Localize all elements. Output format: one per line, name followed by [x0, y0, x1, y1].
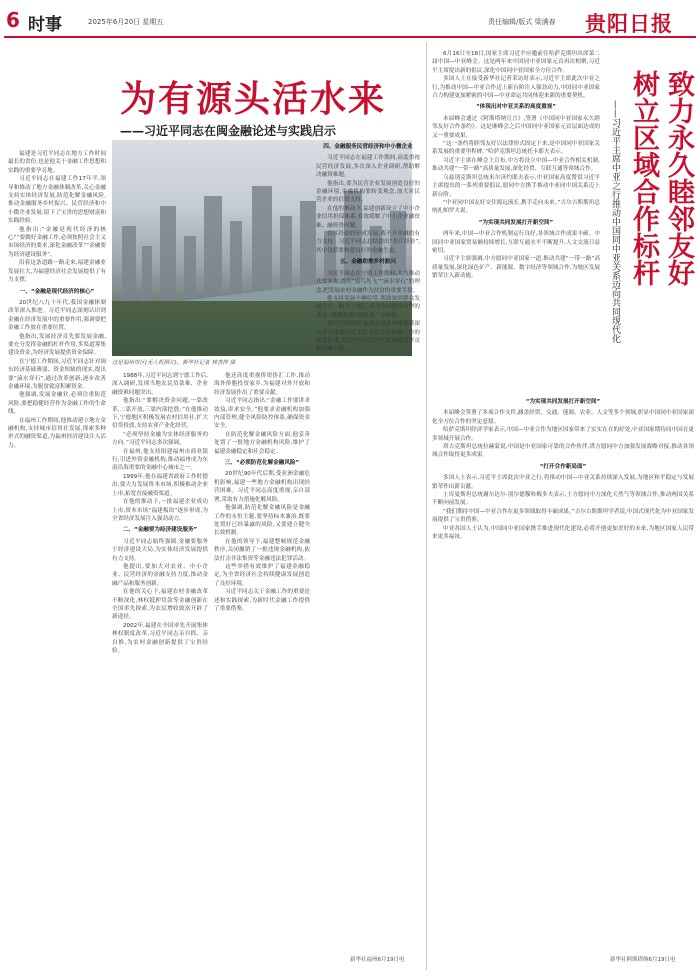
left-subheadline: ——习近平同志在闽金融论述与实践启示 [120, 124, 337, 138]
photo-caption: 这是福州市区(无人机照片)。新华社记者 林善传 摄 [112, 360, 236, 366]
column-divider [426, 42, 427, 970]
masthead-rule [4, 36, 696, 38]
section-name: 时事 [28, 15, 62, 35]
right-headline-2: 树立区域合作标杆 [628, 70, 659, 286]
page-number: 6 [6, 8, 20, 32]
masthead [0, 0, 700, 40]
right-subheadline: ——习近平主席中亚之行推动中国同中亚关系迈向共同现代化 [610, 100, 620, 343]
left-article-signoff: 新华社福州6月19日电 [350, 957, 405, 963]
right-article-column-2: “为实现共同发展打开新空间” 本届峰会签署了多项合作文件,涵盖经贸、交通、能源、农业、人文等多个领域,彰显中国同中亚国家深化全方位合作的坚定意愿。 哈萨克斯坦经济学家表示,中国—中亚合作为地区国家带来了实实在在的好处,中亚国家期待同中国在更多领域开展合作。 塔吉克斯坦总统拉赫蒙说,中国是中亚国家可靠的合作伙伴,塔方愿同中方加强发展战略对接,推动各领域合作取得更多成果。 “打开合作新局面” 多国人士表示,习近平主席此次中亚之行,将推动中国—中亚关系持续深入发展,为地区和平稳定与发展繁荣作出新贡献。 土库曼斯坦总统谢尔达尔·别尔德穆哈梅多夫表示,土方愿同中方深化天然气等领域合作,推动两国关系不断向前发展。 “我们期待中国—中亚合作在更多领域取得丰硕成果。”吉尔吉斯斯坦学者说,中国式现代化为中亚国家发展提供了宝贵借鉴。 中亚各国人士认为,中国同中亚国家携手推进现代化建设,必将开创更加美好的未来,为地区国家人民带来更多福祉。 [432, 399, 694, 541]
left-headline: 为有源头活水来 [120, 78, 387, 120]
left-article-column-3: 他还高度重视侨资侨汇工作,推动海外侨胞投资家乡,为福建对外开放和经济发展作出了重要贡献。 习近平同志指出:“金融工作要讲求效益,讲求安全。”他要求金融机构加强内部管理,健全风险防控体系,确保资金安全。 在防范化解金融风险方面,他妥善处置了一批地方金融机构风险,维护了福建金融稳定和社会稳定。 三、“必须防范化解金融风险” 20世纪90年代后期,受亚洲金融危机影响,福建一些地方金融机构出现经营困难。习近平同志高度重视,亲自部署,采取有力措施化解风险。 他强调,防范化解金融风险是金融工作的永恒主题,要坚持标本兼治,既要处置好已经暴露的风险,又要建立健全长效机制。 在他的领导下,福建整顿规范金融秩序,关闭撤销了一批违规金融机构,依法打击非法集资等金融违法犯罪活动。 这些举措有效维护了福建金融稳定,为全省经济社会持续健康发展创造了良好环境。 习近平同志关于金融工作的重要论述和实践探索,为新时代金融工作提供了重要借鉴。 [214, 373, 310, 612]
left-article-column-2: 1988年,习近平同志到宁德工作后,深入调研,发现当地农民贷款难、企业融资难问题突出。 他指出:“要解决资金问题,一靠改革,二靠开放,三靠内部挖潜。”在他推动下,宁德地区积极发展农村信用社,扩大信贷投放,支持农业产业化经营。 “必须坚持金融为实体经济服务的方向。”习近平同志多次强调。 在福州,他支持组建福州市商业银行,引进外资金融机构,推动福州成为东南沿海重要的金融中心城市之一。 1999年,他在福建省政府工作时提出,要大力发展资本市场,积极推动企业上市,拓宽直接融资渠道。 在他的推动下,一批福建企业成功上市,资本市场“福建板块”逐步形成,为全省经济发展注入强劲动力。 二、“金融要为经济建设服务” 习近平同志始终强调,金融要服务于经济建设大局,为实体经济发展提供有力支持。 他提出,要加大对农业、中小企业、民营经济的金融支持力度,推动金融产品和服务创新。 在他的关心下,福建农村金融改革不断深化,林权抵押贷款等金融创新在全国率先探索,为农民增收致富开辟了新途径。 2002年,福建在全国率先开展集体林权制度改革,习近平同志亲自抓、亲自推,为农村金融创新提供了宝贵经验。 [112, 373, 208, 654]
issue-date: 2025年6月20日 星期五 [88, 18, 164, 26]
newspaper-logo: 贵阳日报 [585, 11, 673, 36]
right-headline-1: 致力永久睦邻友好 [663, 70, 694, 286]
editor-credit: 责任编辑/版式 梁满春 [488, 18, 556, 26]
right-article-column-1: 6月16日至18日,国家主席习近平应邀前往哈萨克斯坦出席第二届中国—中亚峰会。这是两年来中国同中亚国家元首再次相聚,习近平主席提出新的倡议,深化中国同中亚国家全方位合作。 多国人士在接受新华社记者采访时表示,习近平主席此次中亚之行,为推动中国—中亚合作迈上新台阶注入强劲动力,中国同中亚国家合力构建更加紧密的中国—中亚命运共同体迎来新的重要契机。 “体现出对中亚关系的高度重视” 本届峰会通过《阿斯塔纳宣言》,签署《中国同中亚国家永久睦邻友好合作条约》。这是继峰会之后中国同中亚国家元首层面达成的又一重要成果。 “这一条约将睦邻友好以法律形式固定下来,是中国同中亚国家关系发展的重要里程碑。”哈萨克斯坦总统托卡耶夫表示。 习近平主席在峰会上宣布,中方将设立中国—中亚合作相关机制,推动共建“一带一路”高质量发展,深化经贸、互联互通等领域合作。 乌兹别克斯坦总统米尔济约耶夫表示,中亚国家高度赞赏习近平主席提出的一系列重要倡议,愿同中方携手推动中亚同中国关系迈上新台阶。 “中亚同中国友好交往源远流长,携手走向未来。”吉尔吉斯斯坦总统扎帕罗夫说。 “为实现共同发展打开新空间” 两年来,中国—中亚合作机制运行良好,各领域合作成果丰硕。中国同中亚国家贸易额持续增长,互联互通水平不断提升,人文交流日益密切。 习近平主席强调,中方愿同中亚国家一道,推动共建“一带一路”高质量发展,深化绿色矿产、新能源、数字经济等领域合作,为地区发展繁荣注入新动能。 [432, 51, 600, 280]
right-article-signoff: 新华社阿斯塔纳6月19日电 [610, 957, 676, 963]
left-article-column-1: 福建是习近平同志在地方工作时间最长的省份,也是他关于金融工作思想和实践的重要孕育地。 习近平同志在福建工作17年半,领导和推动了地方金融体制改革,关心金融支持实体经济发展,防范化解金融风险,推动金融服务乡村振兴、民营经济和中小微企业发展,留下了宝贵的思想财富和实践经验。 他指出:“金融是现代经济的核心”“要做好金融工作,必须按照社会主义市场经济的要求,深化金融改革”“金融要为经济建设服务”。 沿着这条道路一路走来,福建金融业发展壮大,为福建经济社会发展提供了有力支撑。 一、“金融是现代经济的核心” 20世纪八九十年代,我国金融体制改革深入推进。习近平同志深刻认识到金融在经济发展中的重要作用,强调要把金融工作放在重要位置。 他指出,发展经济首先要发展金融,要充分发挥金融的杠杆作用,多渠道筹集建设资金,为经济发展提供资金保障。 在宁德工作期间,习近平同志针对闽东经济基础薄弱、资金短缺的现实,提出要“滴水穿石”,通过改革创新,逐步改善金融环境,为脱贫致富积累资金。 他强调,发展金融业,必须注重防范风险,要把稳健经营作为金融工作的生命线。 在福州工作期间,他推动建立地方金融机构,支持城市信用社发展,探索多种形式的融资渠道,为福州经济建设注入活力。 [8, 151, 106, 449]
left-article-column-4: 四、金融服务民营经济和中小微企业 习近平同志在福建工作期间,高度重视民营经济发展,多次深入企业调研,帮助解决融资难题。 他指出,要为民营企业发展创造良好的金融环境,金融机构要转变观念,加大对民营企业的信贷支持。 在他的推动下,福建创新设立了中小企业信用担保体系,有效缓解了中小企业融资难、融资贵问题。 晋江经验的形成发展,离不开金融的有力支持。习近平同志总结提出“晋江经验”,其中包括要构建良好的金融生态。 五、金融助推乡村振兴 习近平同志在宁德工作期间,大力推动扶贫开发,提出“弱鸟先飞”“滴水穿石”的理念,把发展农村金融作为扶贫的重要手段。 他支持发展小额信贷,帮助贫困群众发展生产。如今,宁德已成为全国脱贫攻坚的典范,“摆脱贫困”的故事广为传颂。 新时代新征程,福建金融系统将继续深入学习贯彻习近平总书记关于金融工作的重要论述,为谱写中国式现代化福建篇章贡献金融力量。 [316, 144, 420, 353]
